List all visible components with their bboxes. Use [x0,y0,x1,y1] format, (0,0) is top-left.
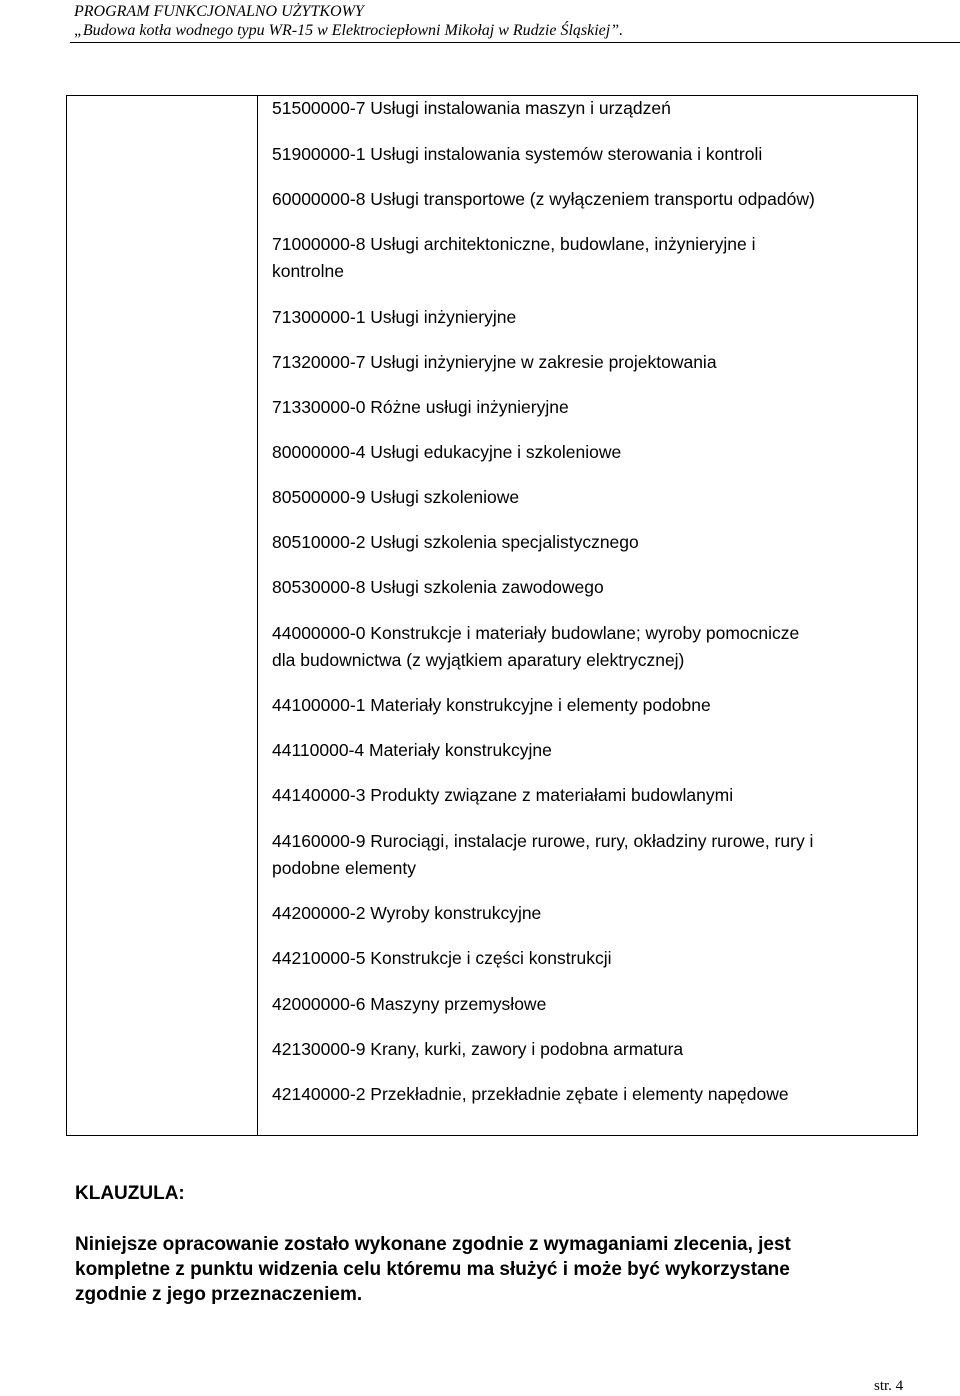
cpv-entry [272,186,912,213]
cpv-entry [272,95,912,122]
cpv-entry-line: 71000000-8 Usługi architektoniczne, budowlane, inżynieryjne i [272,234,756,254]
cpv-entry-line: 44200000-2 Wyroby konstrukcyjne [272,903,542,923]
cpv-entry [272,1081,912,1108]
cpv-entry-line: 42130000-9 Krany, kurki, zawory i podobna armatura [272,1039,684,1059]
cpv-entry [272,782,912,809]
cpv-entry-line: 44110000-4 Materiały konstrukcyjne [272,740,552,760]
cpv-entry [272,304,912,331]
cpv-entry-line: 44160000-9 Rurociągi, instalacje rurowe, rury, okładziny rurowe, rury i [272,831,814,851]
klauzula-line: Niniejsze opracowanie zostało wykonane zgodnie z wymaganiami zlecenia, jest [75,1234,791,1255]
cpv-entry [272,349,912,376]
header-divider [70,42,960,43]
cpv-entry-line: 71330000-0 Różne usługi inżynieryjne [272,397,569,417]
header-title: PROGRAM FUNKCJONALNO UŻYTKOWY [74,3,364,20]
cpv-entry-line: 60000000-8 Usługi transportowe (z wyłączeniem transportu odpadów) [272,189,815,209]
cpv-entry [272,620,912,673]
cpv-entry-line: 71300000-1 Usługi inżynieryjne [272,307,517,327]
klauzula-text [75,1232,927,1307]
klauzula-line: kompletne z punktu widzenia celu któremu ma służyć i może być wykorzystane [75,1259,790,1280]
document-header [74,2,623,40]
cpv-entry [272,692,912,719]
cpv-entry [272,231,912,284]
cpv-entry-line: podobne elementy [272,857,416,878]
cpv-entry-line: 71320000-7 Usługi inżynieryjne w zakresie projektowania [272,352,717,372]
cpv-entry [272,529,912,556]
cpv-entry-line: 51900000-1 Usługi instalowania systemów sterowania i kontroli [272,144,763,164]
cpv-entry-line: 80510000-2 Usługi szkolenia specjalistycznego [272,532,639,552]
header-subtitle: „Budowa kotła wodnego typu WR-15 w Elektrociepłowni Mikołaj w Rudzie Śląskiej”. [74,22,624,39]
cpv-entry-line: 44210000-5 Konstrukcje i części konstrukcji [272,948,612,968]
cpv-entry [272,394,912,421]
cpv-entry-line: 44100000-1 Materiały konstrukcyjne i elementy podobne [272,695,711,715]
klauzula-title: KLAUZULA: [75,1183,185,1204]
cpv-entry [272,141,912,168]
cpv-entry-line: 44000000-0 Konstrukcje i materiały budowlane; wyroby pomocnicze [272,623,800,643]
page-number: str. 4 [874,1378,904,1394]
klauzula-line: zgodnie z jego przeznaczeniem. [75,1284,363,1305]
cpv-entry [272,439,912,466]
cpv-entry-line: dla budownictwa (z wyjątkiem aparatury elektrycznej) [272,649,685,670]
cpv-entry [272,737,912,764]
cpv-entry-line: 42140000-2 Przekładnie, przekładnie zębate i elementy napędowe [272,1084,789,1104]
cpv-entry [272,945,912,972]
cpv-entry-line: 80000000-4 Usługi edukacyjne i szkoleniowe [272,442,622,462]
cpv-entry-line: 80530000-8 Usługi szkolenia zawodowego [272,577,604,597]
cpv-entry [272,484,912,511]
cpv-entry-line: 44140000-3 Produkty związane z materiałami budowlanymi [272,785,734,805]
cpv-entry-line: 51500000-7 Usługi instalowania maszyn i urządzeń [272,98,671,118]
cpv-table-left-cell [67,96,258,1135]
cpv-entry [272,574,912,601]
cpv-entry [272,828,912,881]
cpv-entry [272,900,912,927]
cpv-entry-line: 80500000-9 Usługi szkoleniowe [272,487,520,507]
cpv-entry-line: 42000000-6 Maszyny przemysłowe [272,994,547,1014]
cpv-entry [272,991,912,1018]
cpv-entry [272,1036,912,1063]
cpv-entry-line: kontrolne [272,260,344,281]
